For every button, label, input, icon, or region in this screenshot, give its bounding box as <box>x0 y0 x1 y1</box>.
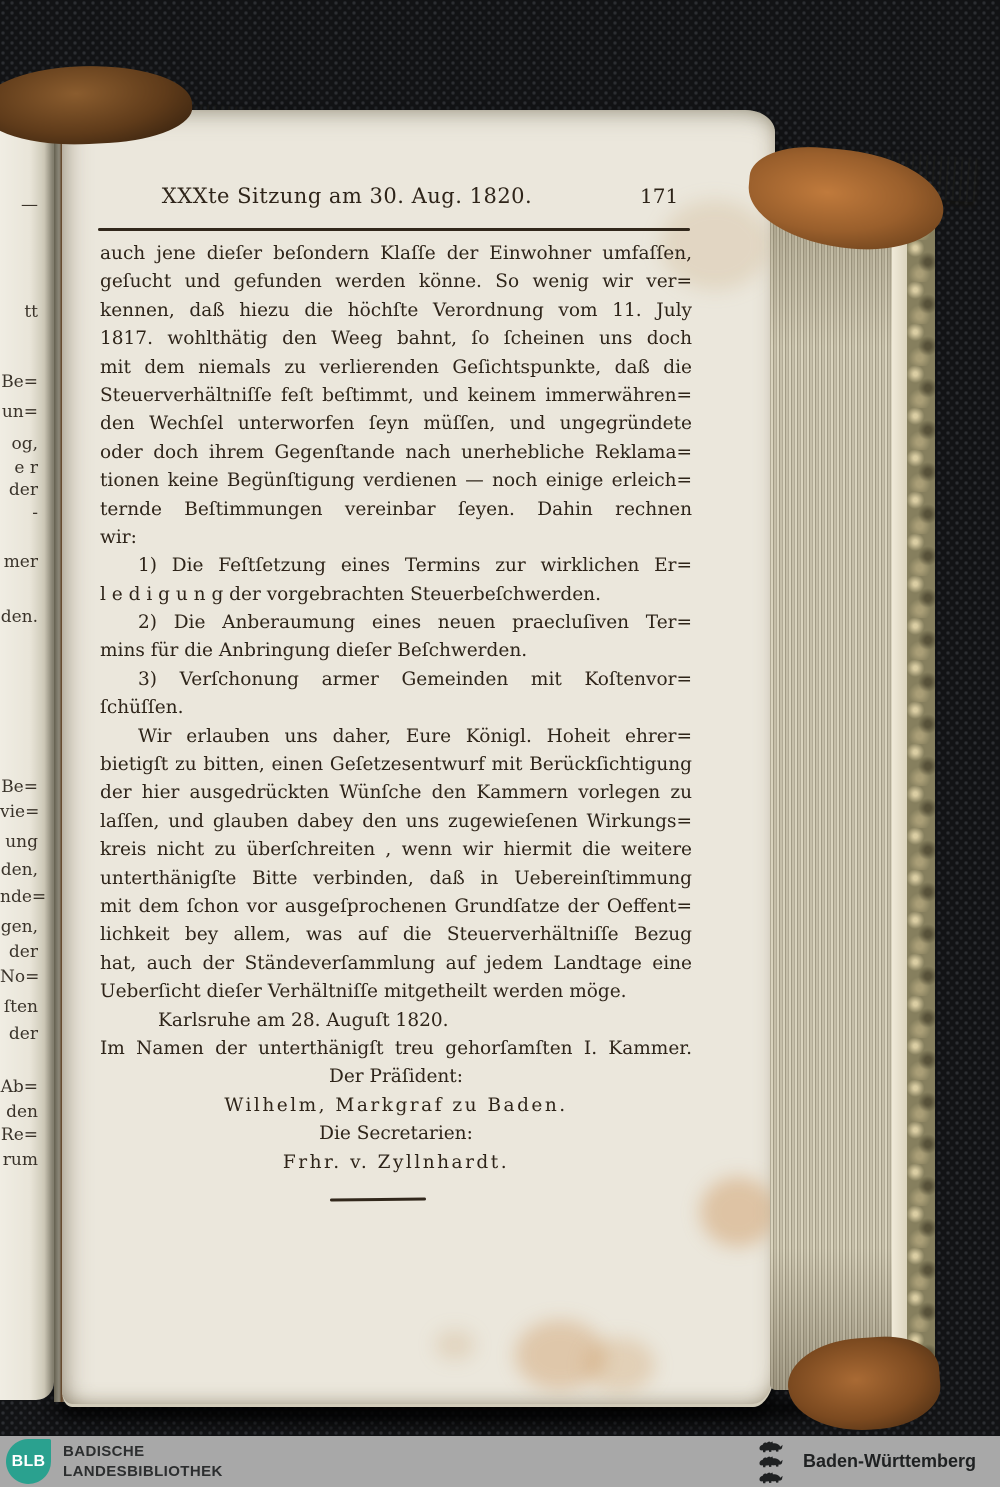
left-page-fragment: og, <box>11 434 38 454</box>
text-line: Der Präſident: <box>329 1066 463 1088</box>
region-label: Baden-Württemberg <box>802 1451 976 1471</box>
library-name <box>63 1442 223 1481</box>
text-line: kennen, daß hiezu die höchſte Verordnung vom 11. July <box>100 299 692 321</box>
left-page-fragment: der <box>8 480 38 500</box>
text-line: der hier ausgedrückten Wünſche den Kammern vorlegen zu <box>100 782 692 804</box>
library-name-line2: LANDESBIBLIOTHEK <box>63 1462 223 1480</box>
foxing-stain <box>435 1330 475 1360</box>
text-line: wir: <box>100 526 137 548</box>
text-line: mit dem niemals zu verlierenden Geſichtspunkte, daß die <box>100 356 692 378</box>
library-name-line1: BADISCHE <box>63 1443 145 1460</box>
text-line: den Wechſel unterworfen ſeyn müſſen, und ungegründete <box>100 413 692 435</box>
left-page-fragment: den <box>6 1102 38 1122</box>
text-line: Wir erlauben uns daher, Eure Königl. Hoheit ehrer= <box>138 725 692 747</box>
left-page-partial <box>0 128 54 1400</box>
text-line: kreis nicht zu überſchreiten , wenn wir hiermit die weitere <box>100 839 692 861</box>
text-line: Frhr. v. Zyllnhardt. <box>282 1151 510 1173</box>
page-header <box>100 184 692 214</box>
text-line: 3) Verſchonung armer Gemeinden mit Koſtenvor= <box>138 668 692 690</box>
text-line: ternde Beſtimmungen vereinbar ſeyen. Dahin rechnen <box>100 498 692 520</box>
text-line: auch jene dieſer beſondern Klaſſe der Einwohner umfaſſen, <box>100 243 692 264</box>
text-line: laſſen, und glauben dabey den uns zugewieſenen Wirkungs= <box>100 810 692 832</box>
text-line: 2) Die Anberaumung eines neuen praecluſiven Ter= <box>138 612 692 634</box>
text-line: Wilhelm, Markgraf zu Baden. <box>224 1094 568 1116</box>
left-page-fragment: gen, <box>0 917 38 937</box>
text-line: Ueberſicht dieſer Verhältniſſe mitgetheilt werden möge. <box>100 981 627 1003</box>
text-line: 1817. wohlthätig den Weeg bahnt, ſo ſcheinen uns doch <box>100 328 692 350</box>
foxing-stain <box>700 1177 776 1247</box>
text-line: hat, auch der Ständeverſammlung auf jedem Landtage eine <box>100 952 692 974</box>
header-rule <box>98 228 690 231</box>
text-line: ſchüſſen. <box>100 697 184 719</box>
book-fore-edge <box>770 205 894 1390</box>
running-title: XXXte Sitzung am 30. Aug. 1820. <box>161 184 533 208</box>
left-page-fragment: ung <box>5 832 38 852</box>
left-page-fragment: den. <box>0 607 38 627</box>
left-page-fragment: rum <box>2 1150 38 1170</box>
text-line: mins für die Anbringung dieſer Beſchwerden. <box>100 640 528 662</box>
left-page-fragment: Be= <box>1 777 38 797</box>
text-line: bietigſt zu bitten, einen Geſetzesentwurf mit Berückſichtigung <box>100 754 692 776</box>
text-line: tionen keine Begünſtigung verdienen — noch einige erleich= <box>100 470 692 492</box>
text-line: unterthänigſte Bitte verbinden, daß in Uebereinſtimmung <box>100 867 692 889</box>
left-page-fragment: Ab= <box>0 1077 38 1097</box>
left-page-fragment: Be= <box>1 372 38 392</box>
left-page-fragment: tt <box>24 302 38 322</box>
library-footer-bar <box>0 1436 1000 1487</box>
marbled-board <box>907 198 935 1398</box>
blb-logo <box>6 1439 51 1484</box>
left-page-fragment: Re= <box>0 1125 38 1145</box>
baden-wuerttemberg-lions-icon <box>751 1440 791 1484</box>
left-page-fragment: der <box>8 942 38 962</box>
text-line: mit dem ſchon vor ausgeſprochenen Grundſatze der Oeffent= <box>100 895 692 917</box>
left-page-fragment: nde= <box>0 887 47 907</box>
text-line: Karlsruhe am 28. Auguſt 1820. <box>158 1009 449 1031</box>
left-page-fragment: den, <box>0 860 38 880</box>
text-line: 1) Die Feſtſetzung eines Termins zur wirklichen Er= <box>138 555 692 577</box>
scan-page <box>62 110 775 1407</box>
page-text <box>100 240 692 1177</box>
text-line: Steuerverhältniſſe feſt beſtimmt, und keinem immerwähren= <box>100 384 692 406</box>
left-page-fragment: — <box>21 195 38 215</box>
left-page-fragment: der <box>8 1024 38 1044</box>
left-page-fragment: vie= <box>0 802 40 822</box>
text-line: lichkeit bey allem, was auf die Steuerverhältniſſe Bezug <box>100 924 692 946</box>
text-line: l e d i g u n g der vorgebrachten Steuerbeſchwerden. <box>100 583 601 605</box>
left-page-fragment: No= <box>0 967 40 987</box>
left-page-fragment: mer <box>3 552 38 572</box>
library-branding <box>0 1439 223 1484</box>
foxing-stain <box>585 1338 655 1392</box>
left-page-fragment: ſten <box>3 997 38 1017</box>
left-page-fragment: un= <box>1 402 38 422</box>
text-line: Im Namen der unterthänigſt treu gehorſamſten I. Kammer. <box>100 1037 692 1059</box>
text-line: Die Secretarien: <box>319 1123 473 1145</box>
closing-rule <box>330 1197 426 1201</box>
page-number: 171 <box>640 184 679 208</box>
left-page-fragment: - <box>32 503 38 523</box>
region-branding <box>751 1440 1000 1484</box>
left-page-fragment: e r <box>14 458 38 478</box>
text-line: oder doch ihrem Gegenſtande nach unerhebliche Reklama= <box>100 441 692 463</box>
text-line: geſucht und gefunden werden könne. So wenig wir ver= <box>100 271 692 293</box>
blb-logo-text: BLB <box>11 1452 46 1470</box>
